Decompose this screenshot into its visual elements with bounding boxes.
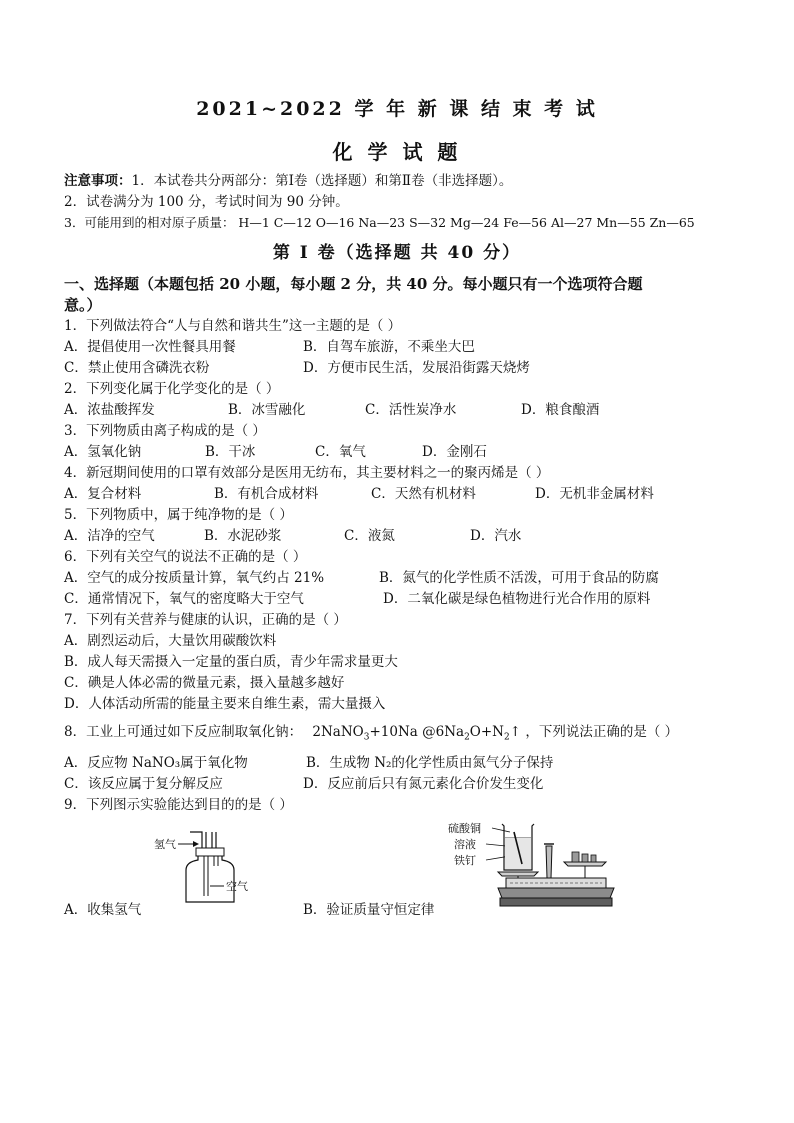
q5-option-a: A．洁净的空气 [64,528,155,544]
q8-stem-post: ，下列说法正确的是（ ） [525,724,679,740]
q8-eq-part-1: 2NaNO [312,724,364,740]
notes-label: 注意事项： [64,173,132,189]
q8-eq-part-3: O+N [469,724,504,740]
q8-option-a: A．反应物 NaNO₃属于氧化物 [64,755,248,771]
section-heading-line-1: 一、选择题（本题包括 20 小题，每小题 2 分，共 40 分。每小题只有一个选项符合题 [64,275,643,293]
q1-option-c: C．禁止使用含磷洗衣粉 [64,360,210,376]
q8-eq-part-2: +10Na @6Na [369,724,465,740]
notes-line-1 [64,175,512,189]
q7-option-c: C．碘是人体必需的微量元素，摄入量越多越好 [64,675,345,691]
q6-stem: 6．下列有关空气的说法不正确的是（ ） [64,549,307,565]
q3-option-c: C．氧气 [315,444,366,460]
q6-option-b: B．氮气的化学性质不活泼，可用于食品的防腐 [379,570,659,586]
q8-eq-sub-2: 2 [464,732,470,743]
q2-stem: 2．下列变化属于化学变化的是（ ） [64,381,280,397]
gas-collection-bottle-figure [150,824,260,906]
q8-stem-pre: 8．工业上可通过如下反应制取氧化钠： [64,724,303,740]
q8-option-c: C．该反应属于复分解反应 [64,776,223,792]
q5-stem: 5．下列物质中，属于纯净物的是（ ） [64,507,293,523]
section-heading-line-2: 意。） [64,296,102,314]
q5-option-c: C．液氮 [344,528,395,544]
q4-option-a: A．复合材料 [64,486,142,502]
q5-option-b: B．水泥砂浆 [204,528,282,544]
q3-stem: 3．下列物质由离子构成的是（ ） [64,423,266,439]
q7-option-b: B．成人每天需摄入一定量的蛋白质，青少年需求量更大 [64,654,398,670]
q9-option-a: A．收集氢气 [64,902,142,918]
q1-stem: 1．下列做法符合“人与自然和谐共生”这一主题的是（ ） [64,318,402,334]
q6-option-a: A．空气的成分按质量计算，氧气约占 21% [64,570,325,586]
q4-option-c: C．天然有机材料 [371,486,476,502]
q8-equation [312,724,522,743]
q8-stem [64,726,678,743]
q6-option-d: D．二氧化碳是绿色植物进行光合作用的原料 [383,591,651,607]
exam-title: 2021~2022 学 年 新 课 结 束 考 试 [196,98,598,120]
q8-option-d: D．反应前后只有氮元素化合价发生变化 [303,776,544,792]
q2-option-d: D．粮食酿酒 [521,402,600,418]
q1-option-d: D．方便市民生活，发展沿街露天烧烤 [303,360,530,376]
q9-stem: 9．下列图示实验能达到目的的是（ ） [64,797,293,813]
q9-option-b: B．验证质量守恒定律 [303,902,435,918]
q1-option-b: B．自驾车旅游，不乘坐大巴 [303,339,475,355]
fig-a-label-air: 空气 [226,880,248,893]
q8-eq-sub-3: 2 [504,732,510,743]
fig-a-label-gas: 氢气 [154,838,176,851]
fig-b-label-2: 溶液 [454,838,476,851]
part1-heading: 第 Ⅰ 卷（选择题 共 40 分） [272,243,522,263]
q4-option-d: D．无机非金属材料 [535,486,654,502]
q7-option-a: A．剧烈运动后，大量饮用碳酸饮料 [64,633,277,649]
q1-option-a: A．提倡使用一次性餐具用餐 [64,339,236,355]
q4-option-b: B．有机合成材料 [214,486,319,502]
q5-option-d: D．汽水 [470,528,522,544]
notes-line-2: 2．试卷满分为 100 分，考试时间为 90 分钟。 [64,194,349,210]
q6-option-c: C．通常情况下，氧气的密度略大于空气 [64,591,304,607]
q3-option-d: D．金刚石 [422,444,487,460]
q8-eq-part-4: ↑ [509,724,522,740]
q7-stem: 7．下列有关营养与健康的认识，正确的是（ ） [64,612,347,628]
fig-b-label-3: 铁钉 [454,854,476,867]
q3-option-b: B．干冰 [205,444,256,460]
fig-b-label-1: 硫酸铜 [448,822,481,835]
q8-eq-sub-1: 3 [363,732,370,743]
q2-option-b: B．冰雪融化 [228,402,306,418]
notes-line-3: 3．可能用到的相对原子质量： H—1 C—12 O—16 Na—23 S—32 Mg—24 Fe—56 Al—27 Mn—55 Zn—65 [64,215,695,230]
subject-title: 化 学 试 题 [332,140,462,164]
q2-option-c: C．活性炭净水 [365,402,457,418]
balance-scale-figure [440,818,615,914]
q3-option-a: A．氢氧化钠 [64,444,142,460]
q4-stem: 4．新冠期间使用的口罩有效部分是医用无纺布，其主要材料之一的聚丙烯是（ ） [64,465,550,481]
q8-option-b: B．生成物 N₂的化学性质由氮气分子保持 [306,755,554,771]
notes-text-1: 1．本试卷共分两部分：第Ⅰ卷（选择题）和第Ⅱ卷（非选择题）。 [131,173,513,189]
q7-option-d: D．人体活动所需的能量主要来自维生素，需大量摄入 [64,696,386,712]
q2-option-a: A．浓盐酸挥发 [64,402,155,418]
